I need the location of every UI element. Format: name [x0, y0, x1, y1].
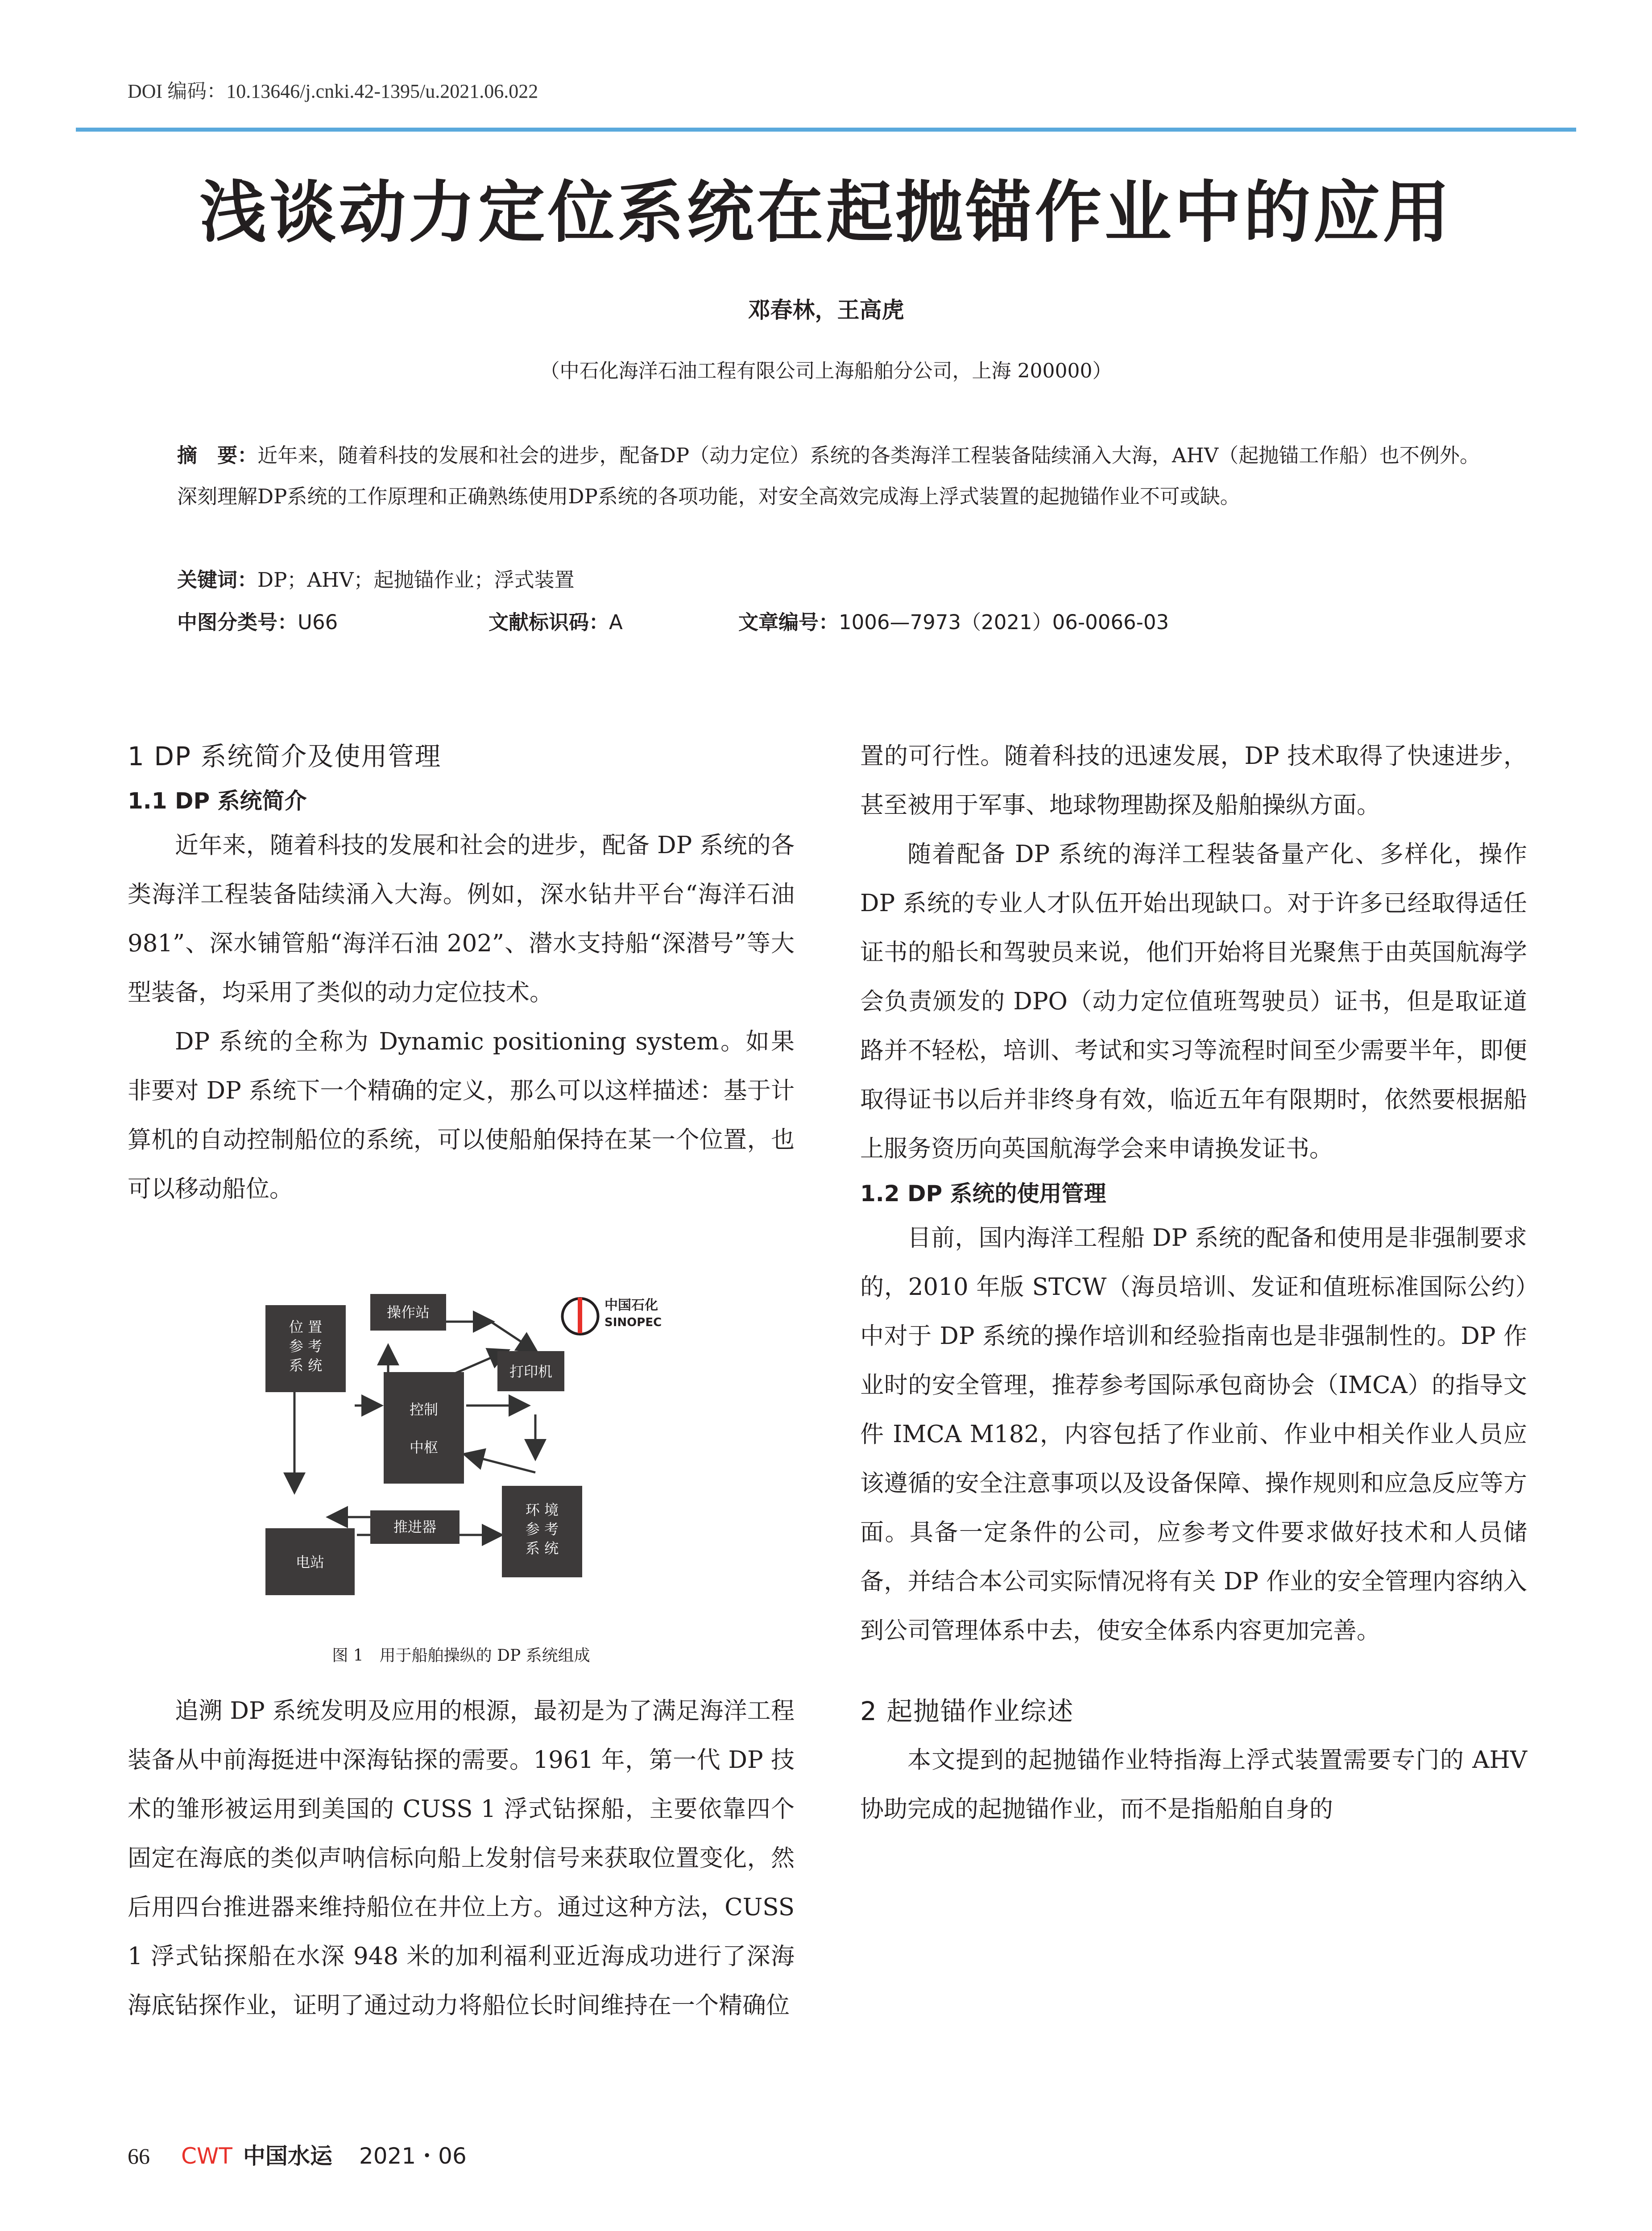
subsection-heading-1-1: 1.1 DP 系统简介 [128, 788, 307, 814]
paragraph: 置的可行性。随着科技的迅速发展，DP 技术取得了快速进步，甚至被用于军事、地球物理勘探及船舶操纵方面。 [860, 742, 1527, 819]
keywords [177, 564, 575, 593]
sinopec-logo [563, 1298, 662, 1334]
paragraph: 本文提到的起抛锚作业特指海上浮式装置需要专门的 AHV 协助完成的起抛锚作业，而不是指船舶自身的 [860, 1746, 1527, 1823]
section-heading-2: 2 起抛锚作业综述 [860, 1696, 1074, 1726]
label-operator-station: 操作站 [386, 1304, 430, 1321]
diagram-svg [241, 1285, 669, 1615]
label-position-ref-1: 位 置 [289, 1319, 323, 1335]
journal-brand: CWT [181, 2143, 232, 2169]
article-number: 文章编号：1006—7973（2021）06-0066-03 [738, 610, 1169, 634]
label-position-ref-2: 参 考 [289, 1338, 323, 1355]
keywords-text: DP；AHV；起抛锚作业；浮式装置 [257, 568, 575, 592]
label-thruster: 推进器 [393, 1518, 437, 1535]
header-rule [76, 128, 1576, 132]
label-control-1: 控制 [409, 1401, 439, 1418]
affiliation: （中石化海洋石油工程有限公司上海船舶分公司，上海 200000） [540, 360, 1112, 382]
right-column [860, 732, 1527, 1834]
section-heading-1: 1 DP 系统简介及使用管理 [128, 741, 442, 771]
paragraph: 目前，国内海洋工程船 DP 系统的配备和使用是非强制要求的，2010 年版 STCW（海员培训、发证和值班标准国际公约）中对于 DP 系统的操作培训和经验指南也是非强制性的。DP 作业时的安全管理，推荐参考国际承包商协会（IMCA）的指导文件 IMCA M182，内容包括了作业前、作业中相关作业人员应该遵循的安全注意事项以及设备保障、操作规则和应急反应等方面。具备一定条件的公司，应参考文件要求做好技术和人员储备，并结合本公司实际情况将有关 DP 作业的安全管理内容纳入到公司管理体系中去，使安全体系内容更加完善。 [860, 1224, 1527, 1644]
doc-code: 文献标识码：A [489, 610, 623, 634]
doi-line: DOI 编码：10.13646/j.cnki.42-1395/u.2021.06.022 [128, 80, 538, 102]
label-env-1: 环 境 [525, 1501, 559, 1518]
left-column-bottom [128, 1687, 795, 2030]
authors: 邓春林，王高虎 [748, 297, 904, 323]
figure-caption: 图 1 用于船舶操纵的 DP 系统组成 [332, 1646, 590, 1665]
paragraph: 近年来，随着科技的发展和社会的进步，配备 DP 系统的各类海洋工程装备陆续涌入大海。例如，深水钻井平台“海洋石油 981”、深水铺管船“海洋石油 202”、潜水支持船“深潜号”等大型装备，均采用了类似的动力定位技术。 [128, 832, 795, 1006]
page-number: 66 [128, 2144, 150, 2169]
paragraph: 追溯 DP 系统发明及应用的根源，最初是为了满足海洋工程装备从中前海挺进中深海钻探的需要。1961 年，第一代 DP 技术的雏形被运用到美国的 CUSS 1 浮式钻探船，主要依靠四个固定在海底的类似声呐信标向船上发射信号来获取位置变化，然后用四台推进器来维持船位在井位上方。通过这种方法，CUSS 1 浮式钻探船在水深 948 米的加利福利亚近海成功进行了深海海底钻探作业，证明了通过动力将船位长时间维持在一个精确位 [128, 1697, 795, 2019]
label-env-3: 系 统 [525, 1540, 559, 1557]
paragraph: 随着配备 DP 系统的海洋工程装备量产化、多样化，操作 DP 系统的专业人才队伍开始出现缺口。对于许多已经取得适任证书的船长和驾驶员来说，他们开始将目光聚焦于由英国航海学会负责颁发的 DPO（动力定位值班驾驶员）证书，但是取证道路并不轻松，培训、考试和实习等流程时间至少需要半年，即便取得证书以后并非终身有效，临近五年有限期时，依然要根据船上服务资历向英国航海学会来申请换发证书。 [860, 841, 1527, 1162]
abstract-text: 近年来，随着科技的发展和社会的进步，配备DP（动力定位）系统的各类海洋工程装备陆续涌入大海，AHV（起抛锚工作船）也不例外。深刻理解DP系统的工作原理和正确熟练使用DP系统的各项功能，对安全高效完成海上浮式装置的起抛锚作业不可或缺。 [177, 444, 1480, 508]
paragraph: DP 系统的全称为 Dynamic positioning system。如果非要对 DP 系统下一个精确的定义，那么可以这样描述：基于计算机的自动控制船位的系统，可以使船舶保持在某一个位置，也可以移动船位。 [128, 1028, 795, 1203]
label-power-station: 电站 [295, 1554, 325, 1571]
abstract-label: 摘 要： [177, 444, 258, 467]
keywords-label: 关键词： [177, 568, 258, 592]
label-control-2: 中枢 [409, 1439, 439, 1456]
journal-name: 中国水运 [243, 2143, 332, 2169]
label-position-ref-3: 系 统 [289, 1357, 323, 1374]
svg-text:SINOPEC: SINOPEC [604, 1316, 662, 1329]
classification: 中图分类号：U66 [177, 610, 338, 634]
left-column-top [128, 732, 795, 1214]
label-printer: 打印机 [509, 1363, 553, 1380]
box-control-center [384, 1372, 464, 1484]
paper-title: 浅谈动力定位系统在起抛锚作业中的应用 [199, 173, 1453, 252]
abstract [177, 435, 1480, 517]
subsection-heading-1-2: 1.2 DP 系统的使用管理 [860, 1181, 1106, 1207]
page-footer [128, 2138, 467, 2170]
label-env-2: 参 考 [525, 1521, 559, 1538]
journal-issue: 2021・06 [359, 2143, 467, 2169]
dp-system-diagram [241, 1285, 669, 1615]
svg-text:中国石化: 中国石化 [604, 1298, 658, 1313]
